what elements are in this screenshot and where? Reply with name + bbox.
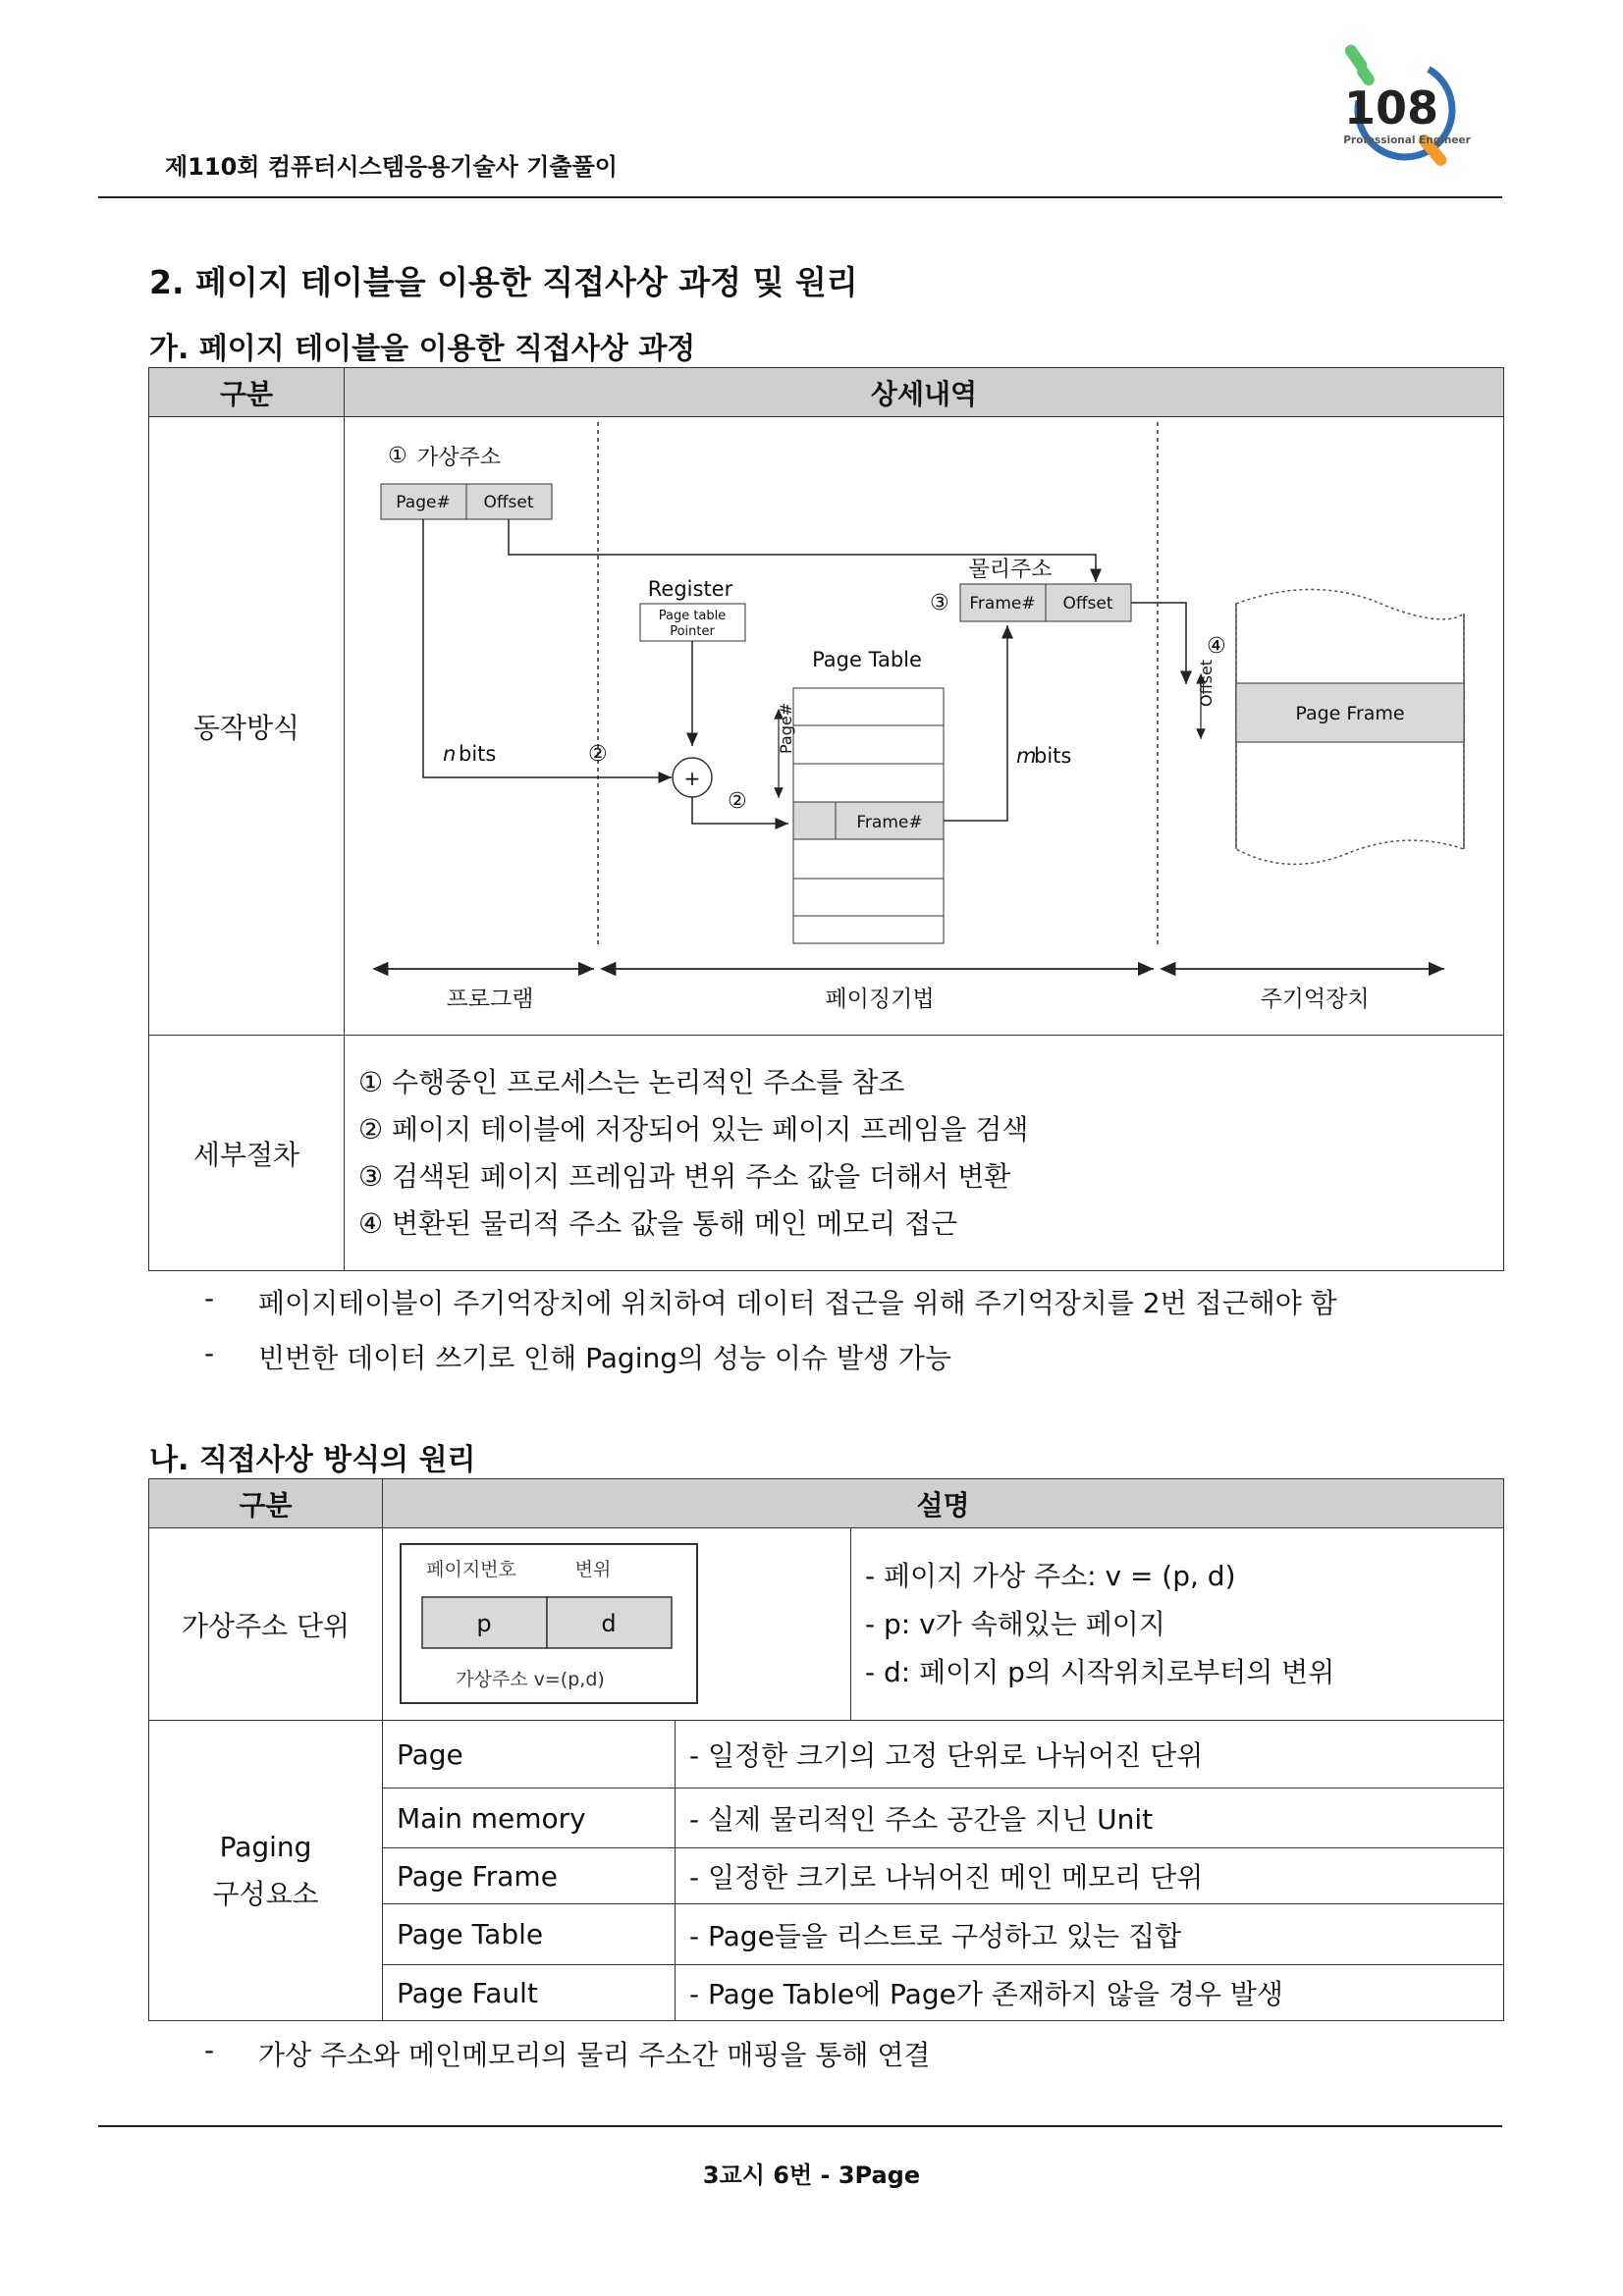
document-title: 제110회 컴퓨터시스템응용기술사 기출풀이 bbox=[165, 153, 618, 181]
zone-memory-label: 주기억장치 bbox=[1260, 987, 1370, 1012]
paging-components-label bbox=[149, 1721, 383, 2021]
zone-paging-label: 페이징기법 bbox=[825, 987, 935, 1012]
ptp-line2: Pointer bbox=[670, 624, 715, 639]
page-frame-label: Page Frame bbox=[1295, 703, 1405, 724]
va-p-cell: p bbox=[476, 1610, 492, 1637]
col-detail-header: 상세내역 bbox=[345, 368, 1504, 417]
pa-frame-num-cell: Frame# bbox=[969, 594, 1036, 614]
va-page-num-cell: Page# bbox=[396, 493, 451, 512]
component-desc: - Page들을 리스트로 구성하고 있는 집합 bbox=[676, 1904, 1504, 1965]
offset-vertical-label: Offset bbox=[1197, 659, 1216, 707]
adder-plus: + bbox=[683, 767, 701, 790]
paging-label-line1: Paging bbox=[219, 1830, 312, 1863]
ptp-line1: Page table bbox=[658, 609, 727, 623]
n-bits-label: bits bbox=[459, 742, 497, 766]
note-item: - 빈번한 데이터 쓰기로 인해 Paging의 성능 이슈 발생 가능 bbox=[204, 1337, 952, 1374]
procedure-step: ② 페이지 테이블에 저장되어 있는 페이지 프레임을 검색 bbox=[358, 1112, 1029, 1146]
step-3-marker: ③ bbox=[930, 591, 949, 615]
subsection-a-heading: 가. 페이지 테이블을 이용한 직접사상 과정 bbox=[149, 332, 696, 366]
zone-program-label: 프로그램 bbox=[446, 987, 534, 1012]
paging-diagram bbox=[345, 417, 1503, 1036]
section-heading: 2. 페이지 테이블을 이용한 직접사상 과정 및 원리 bbox=[149, 263, 858, 301]
logo-subtitle: Professional Engineer bbox=[1343, 134, 1471, 146]
va-page-number-label: 페이지번호 bbox=[426, 1559, 516, 1580]
va-caption: 가상주소 v=(p,d) bbox=[456, 1669, 605, 1690]
col-category-header: 구분 bbox=[149, 1479, 383, 1528]
component-name: Page bbox=[383, 1721, 676, 1789]
direct-mapping-principle-table bbox=[148, 1478, 1504, 2021]
va-d-cell: d bbox=[601, 1610, 617, 1637]
row-procedure-label: 세부절차 bbox=[149, 1036, 345, 1271]
m-bits-label: bits bbox=[1034, 744, 1072, 768]
va-offset-cell: Offset bbox=[483, 493, 534, 512]
component-desc: - 실제 물리적인 주소 공간을 지닌 Unit bbox=[676, 1789, 1504, 1848]
procedure-step: ④ 변환된 물리적 주소 값을 통해 메인 메모리 접근 bbox=[358, 1206, 958, 1240]
desc-line: - d: 페이지 p의 시작위치로부터의 변위 bbox=[865, 1656, 1335, 1688]
component-name: Main memory bbox=[383, 1789, 676, 1848]
component-name: Page Table bbox=[383, 1904, 676, 1965]
virtual-address-diagram bbox=[383, 1528, 850, 1721]
direct-mapping-process-table bbox=[148, 367, 1504, 1271]
step-4-marker: ④ bbox=[1207, 634, 1226, 659]
procedure-step: ③ 검색된 페이지 프레임과 변위 주소 값을 더해서 변환 bbox=[358, 1159, 1011, 1193]
page-table-frame-num: Frame# bbox=[856, 813, 923, 832]
component-desc: - 일정한 크기의 고정 단위로 나뉘어진 단위 bbox=[676, 1721, 1504, 1789]
desc-line: - p: v가 속해있는 페이지 bbox=[865, 1608, 1165, 1640]
logo-number: 108 bbox=[1343, 81, 1439, 134]
row-operation-label: 동작방식 bbox=[149, 417, 345, 1036]
paging-diagram-cell bbox=[345, 417, 1504, 1036]
m-italic: m bbox=[1016, 744, 1037, 768]
note-item: - 가상 주소와 메인메모리의 물리 주소간 매핑을 통해 연결 bbox=[204, 2034, 931, 2071]
row-virtual-address-unit-label: 가상주소 단위 bbox=[149, 1528, 383, 1721]
component-name: Page Frame bbox=[383, 1848, 676, 1904]
desc-line: - 페이지 가상 주소: v = (p, d) bbox=[865, 1560, 1236, 1592]
page-num-vertical-label: Page# bbox=[777, 702, 795, 754]
pa-offset-cell: Offset bbox=[1062, 594, 1113, 614]
paging-label-line2: 구성요소 bbox=[212, 1877, 319, 1910]
component-desc: - 일정한 크기로 나뉘어진 메인 메모리 단위 bbox=[676, 1848, 1504, 1904]
physical-address-label: 물리주소 bbox=[968, 558, 1053, 582]
n-italic: n bbox=[443, 742, 457, 766]
page-table-label: Page Table bbox=[812, 648, 922, 671]
register-label: Register bbox=[647, 577, 733, 601]
va-diagram-cell bbox=[383, 1528, 851, 1721]
logo bbox=[1330, 35, 1478, 183]
col-desc-header: 설명 bbox=[383, 1479, 1504, 1528]
virtual-address-label: 가상주소 bbox=[417, 446, 502, 470]
step-2-marker-b: ② bbox=[728, 789, 747, 814]
header-rule bbox=[98, 196, 1502, 198]
step-1-marker: ① bbox=[388, 444, 407, 468]
component-name: Page Fault bbox=[383, 1965, 676, 2021]
footer-rule bbox=[98, 2125, 1502, 2127]
col-category-header: 구분 bbox=[149, 368, 345, 417]
step-2-marker-a: ② bbox=[588, 742, 608, 767]
component-desc: - Page Table에 Page가 존재하지 않을 경우 발생 bbox=[676, 1965, 1504, 2021]
procedure-step: ① 수행중인 프로세스는 논리적인 주소를 참조 bbox=[358, 1065, 905, 1098]
procedure-steps bbox=[345, 1036, 1504, 1271]
subsection-b-heading: 나. 직접사상 방식의 원리 bbox=[149, 1443, 476, 1477]
va-displacement-label: 변위 bbox=[574, 1559, 612, 1580]
note-item: - 페이지테이블이 주기억장치에 위치하여 데이터 접근을 위해 주기억장치를 2번 접근해야 함 bbox=[204, 1282, 1337, 1319]
page-footer: 3교시 6번 - 3Page bbox=[702, 2162, 921, 2189]
virtual-address-desc bbox=[851, 1528, 1504, 1721]
